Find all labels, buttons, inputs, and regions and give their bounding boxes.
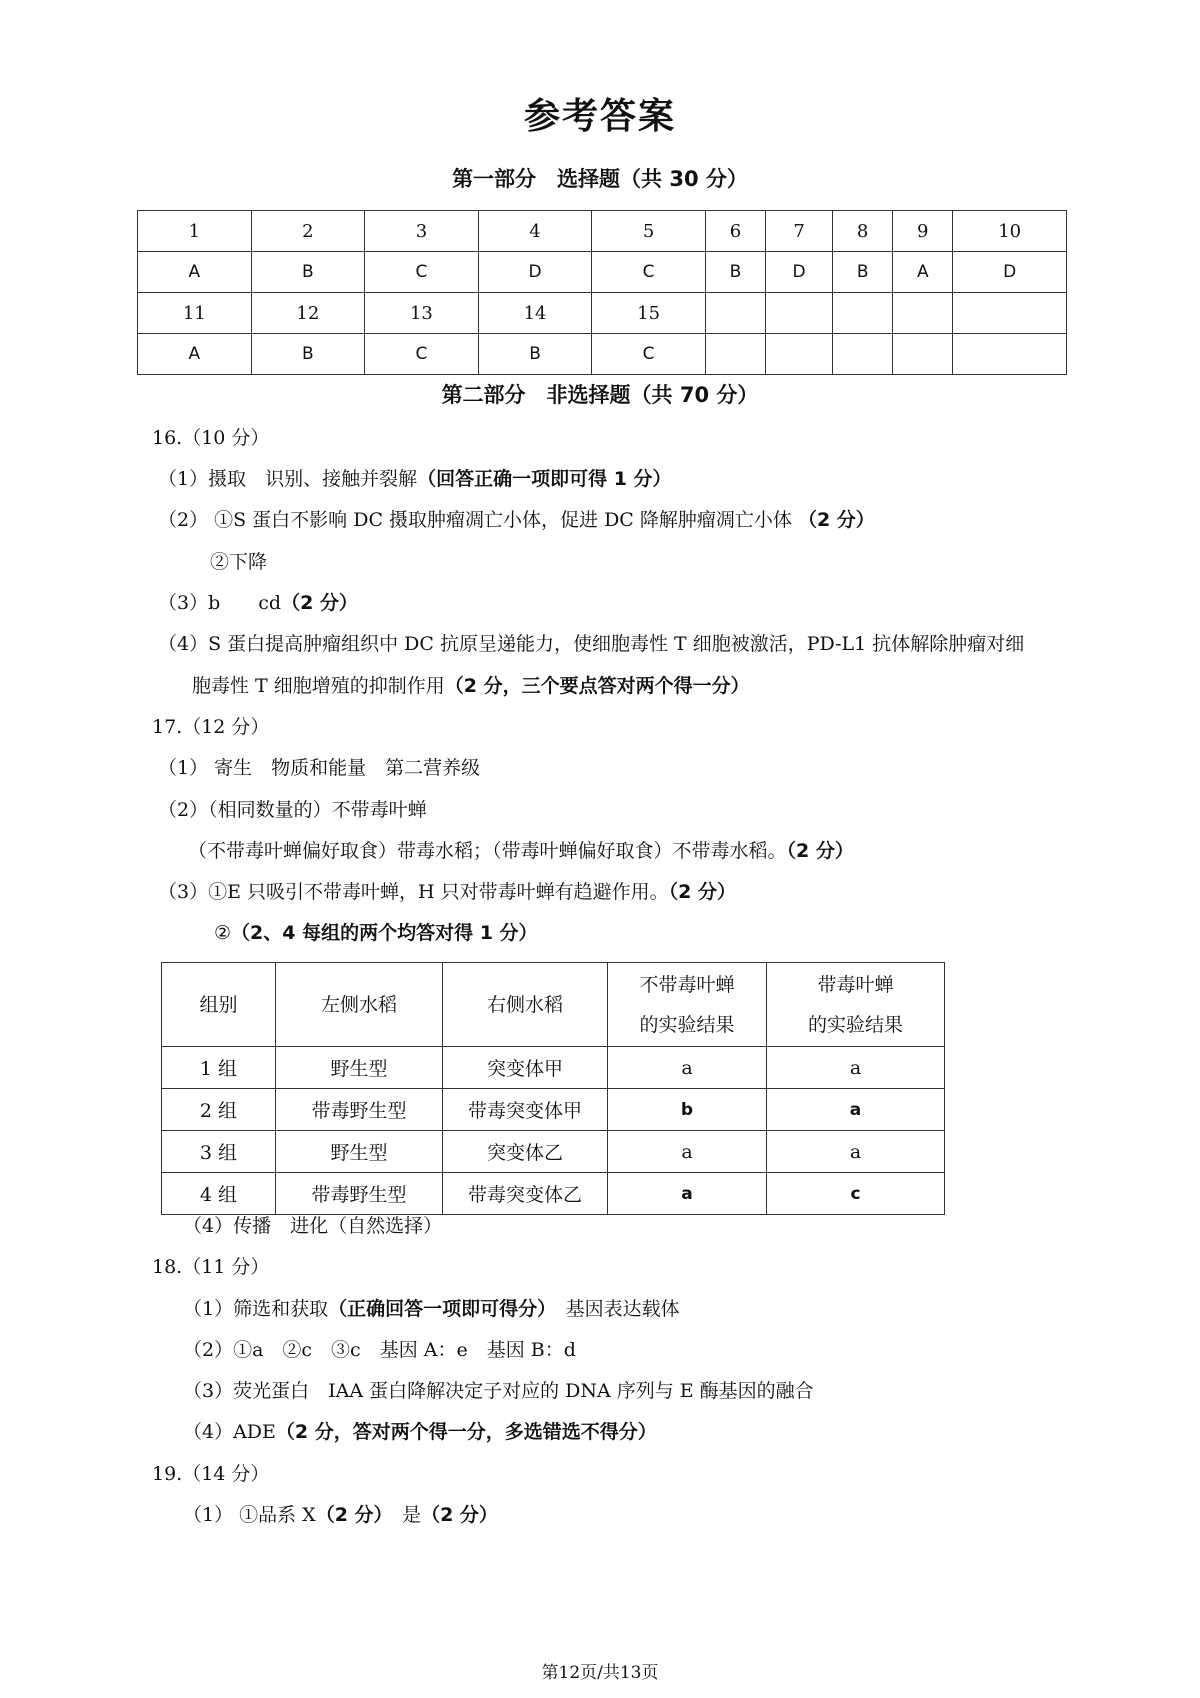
table-cell: B [251, 334, 365, 375]
table-cell: B [251, 252, 365, 293]
q18-answer-1 [183, 1295, 680, 1323]
table-cell: 11 [138, 293, 252, 334]
table-cell: a [767, 1047, 945, 1089]
table-cell: 带毒突变体甲 [443, 1089, 608, 1131]
table-cell: a [767, 1089, 945, 1131]
table-row [162, 1173, 945, 1215]
q16-answer-3 [158, 589, 358, 617]
q16-answer-2b: ②下降 [210, 551, 268, 573]
q18-answer-2: （2）①a ②c ③c 基因 A：e 基因 B：d [183, 1339, 576, 1361]
table-cell: 突变体甲 [443, 1047, 608, 1089]
section1-heading: 第一部分 选择题（共 30 分） [452, 167, 748, 191]
q17-answer-1: （1） 寄生 物质和能量 第二营养级 [158, 757, 481, 779]
table-cell: C [365, 334, 479, 375]
table-cell: D [766, 252, 833, 293]
table-cell: 10 [953, 211, 1067, 252]
table-cell: 带毒突变体乙 [443, 1173, 608, 1215]
header-cell [767, 963, 945, 1047]
table-row [162, 1047, 945, 1089]
header-cell: 右侧水稻 [443, 963, 608, 1047]
answer-text: （1） ①品系 X [183, 1504, 316, 1526]
table-cell: D [953, 252, 1067, 293]
table-row [162, 1089, 945, 1131]
q19-answer-1 [183, 1501, 498, 1529]
table-cell: 6 [705, 211, 765, 252]
table-cell: 1 组 [162, 1047, 276, 1089]
table-cell: C [365, 252, 479, 293]
table-cell: 12 [251, 293, 365, 334]
table-cell: c [767, 1173, 945, 1215]
answer-text: （3）b cd [158, 592, 282, 614]
table-cell [833, 293, 893, 334]
header-cell [608, 963, 767, 1047]
table-cell: a [608, 1173, 767, 1215]
table-cell: 2 组 [162, 1089, 276, 1131]
table-cell [953, 293, 1067, 334]
table-cell: 14 [478, 293, 592, 334]
page-number: 第12页/共13页 [541, 1663, 659, 1683]
q16-heading: 16.（10 分） [152, 427, 270, 449]
table-cell: a [608, 1131, 767, 1173]
table-cell [953, 334, 1067, 375]
table-cell: D [478, 252, 592, 293]
table-cell: A [138, 252, 252, 293]
table-cell: C [592, 252, 706, 293]
answer-text: （2） ①S 蛋白不影响 DC 摄取肿瘤凋亡小体，促进 DC 降解肿瘤凋亡小体 [158, 509, 798, 531]
table-cell: a [608, 1047, 767, 1089]
table-cell [705, 334, 765, 375]
q17-answer-2-cont [188, 837, 854, 865]
scoring-note: （2 分，答对两个得一分，多选错选不得分） [275, 1421, 657, 1443]
table-cell: 3 组 [162, 1131, 276, 1173]
table-cell: 野生型 [276, 1047, 443, 1089]
table-cell [893, 293, 953, 334]
table-row [138, 293, 1067, 334]
table-cell: 3 [365, 211, 479, 252]
table-header-row [162, 963, 945, 1047]
scoring-note: （正确回答一项即可得分） [328, 1298, 547, 1320]
answer-text: （不带毒叶蝉偏好取食）带毒水稻；（带毒叶蝉偏好取食）不带毒水稻。 [188, 840, 787, 862]
header-line: 不带毒叶蝉 [639, 973, 735, 996]
table-cell: 2 [251, 211, 365, 252]
table-cell: 带毒野生型 [276, 1173, 443, 1215]
answer-text: （1）筛选和获取 [183, 1298, 329, 1320]
q16-answer-4-cont [192, 672, 750, 700]
scoring-note: （2 分） [786, 840, 854, 862]
table-cell: 1 [138, 211, 252, 252]
table-cell [766, 293, 833, 334]
table-cell: 4 [478, 211, 592, 252]
table-cell: 野生型 [276, 1131, 443, 1173]
q16-answer-4: （4）S 蛋白提高肿瘤组织中 DC 抗原呈递能力，使细胞毒性 T 细胞被激活，PD-L1 抗体解除肿瘤对细 [158, 633, 1025, 655]
header-cell: 组别 [162, 963, 276, 1047]
section2-heading: 第二部分 非选择题（共 70 分） [441, 383, 759, 407]
header-cell: 左侧水稻 [276, 963, 443, 1047]
table-cell: 突变体乙 [443, 1131, 608, 1173]
answer-text: （4）ADE [183, 1421, 276, 1443]
q18-answer-4 [183, 1418, 657, 1446]
q17-answer-2: （2）（相同数量的）不带毒叶蝉 [158, 799, 427, 821]
table-cell: B [833, 252, 893, 293]
table-cell: 15 [592, 293, 706, 334]
table-row [138, 334, 1067, 375]
table-cell: 9 [893, 211, 953, 252]
q16-answer-1 [158, 465, 672, 493]
table-cell [893, 334, 953, 375]
table-cell: A [893, 252, 953, 293]
scoring-note: （2 分） [797, 509, 875, 531]
header-line: 带毒叶蝉 [817, 973, 894, 996]
experiment-result-table [161, 962, 945, 1215]
table-row [138, 211, 1067, 252]
page-title: 参考答案 [523, 96, 676, 137]
scoring-note: （2 分） [421, 1504, 498, 1526]
answer-text: （3）①E 只吸引不带毒叶蝉，H 只对带毒叶蝉有趋避作用。 [158, 881, 669, 903]
q16-answer-2 [158, 506, 875, 534]
table-cell: b [608, 1089, 767, 1131]
scoring-note: （2 分，三个要点答对两个得一分） [444, 675, 750, 697]
table-cell: 13 [365, 293, 479, 334]
table-cell: B [705, 252, 765, 293]
header-line: 的实验结果 [807, 1013, 903, 1036]
multiple-choice-answer-table [137, 210, 1067, 375]
table-cell [705, 293, 765, 334]
table-cell: 4 组 [162, 1173, 276, 1215]
q17-answer-3 [158, 878, 736, 906]
q17-answer-3b [214, 919, 538, 947]
scoring-note: （2 分） [281, 592, 358, 614]
answer-text: ② [214, 922, 232, 944]
table-cell: A [138, 334, 252, 375]
q18-answer-3: （3）荧光蛋白 IAA 蛋白降解决定子对应的 DNA 序列与 E 酶基因的融合 [183, 1380, 814, 1402]
table-cell: 7 [766, 211, 833, 252]
table-cell [833, 334, 893, 375]
header-line: 的实验结果 [639, 1013, 735, 1036]
answer-text: （1）摄取 识别、接触并裂解 [158, 468, 418, 490]
table-cell: 5 [592, 211, 706, 252]
q19-heading: 19.（14 分） [152, 1463, 270, 1485]
table-row [162, 1131, 945, 1173]
answer-text: 胞毒性 T 细胞增殖的抑制作用 [192, 675, 445, 697]
scoring-note: （2、4 每组的两个均答对得 1 分） [231, 922, 538, 944]
q17-answer-4: （4）传播 进化（自然选择） [183, 1215, 443, 1237]
table-cell: 带毒野生型 [276, 1089, 443, 1131]
scoring-note: （回答正确一项即可得 1 分） [417, 468, 672, 490]
answer-text: 基因表达载体 [546, 1298, 680, 1320]
table-cell: 8 [833, 211, 893, 252]
table-cell: C [592, 334, 706, 375]
answer-text: 是 [383, 1504, 422, 1526]
table-row [138, 252, 1067, 293]
q17-heading: 17.（12 分） [152, 716, 270, 738]
table-cell: B [478, 334, 592, 375]
table-cell: a [767, 1131, 945, 1173]
scoring-note: （2 分） [315, 1504, 384, 1526]
q18-heading: 18.（11 分） [152, 1256, 270, 1278]
table-cell [766, 334, 833, 375]
scoring-note: （2 分） [668, 881, 736, 903]
